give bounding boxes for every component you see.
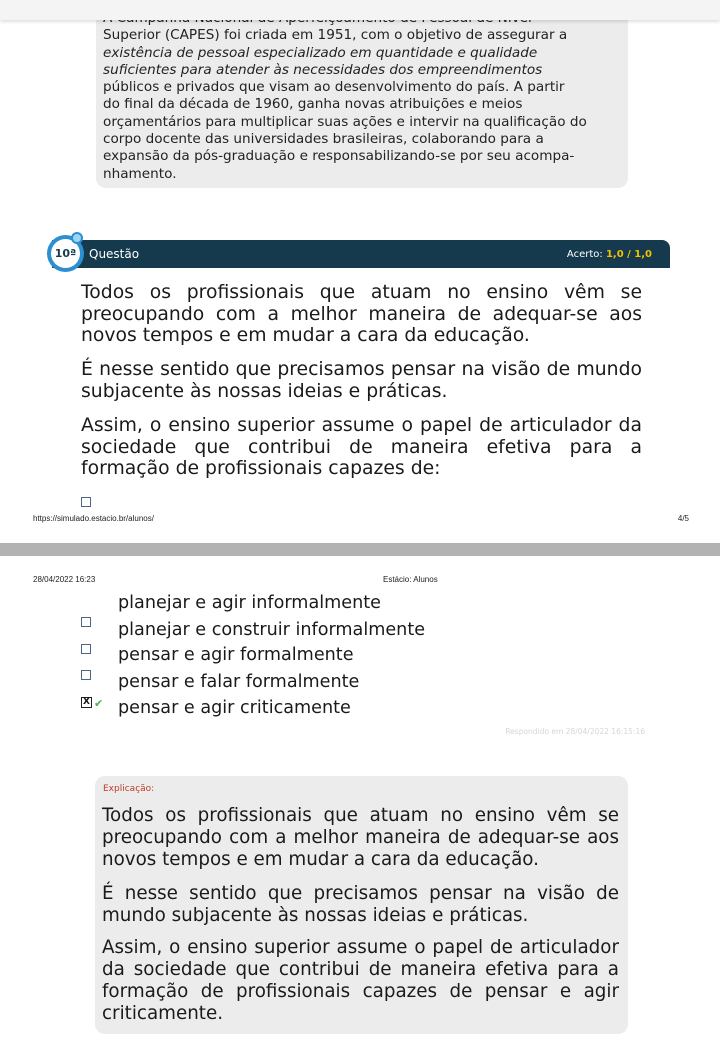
option-2-checkbox[interactable] [81,617,91,627]
question-number: 10ª [51,239,80,268]
option-1-checkbox[interactable] [81,497,91,507]
score-display [567,249,652,260]
previous-explanation-line: Superior (CAPES) foi criada em 1951, com o objetivo de assegurar a [103,27,568,44]
previous-explanation-line: públicos e privados que visam ao desenvolvimento do país. A partir [103,79,565,96]
previous-explanation-line: nhamento. [103,165,177,182]
explanation-paragraph: Assim, o ensino superior assume o papel de articulador da sociedade que contribui de maneira efetiva para a formação de profissionais capazes de pensar e agir criticamente. [102,937,619,1024]
previous-explanation-line: orçamentários para multiplicar suas ações e intervir na qualificação do [103,113,587,130]
question-paragraph: Assim, o ensino superior assume o papel de articulador da sociedade que contribui de maneira efetiva para a formação de profissionais capazes de: [81,415,642,480]
previous-explanation-line: existência de pessoal especializado em quantidade e qualidade [103,44,538,61]
option-5-label[interactable]: pensar e agir criticamente [118,698,351,718]
option-1-label[interactable]: planejar e agir informalmente [118,593,381,613]
option-4-checkbox[interactable] [81,670,91,680]
option-2-label[interactable]: planejar e construir informalmente [118,620,426,640]
previous-explanation-line: expansão da pós-graduação e responsabilizando-se por seu acompa- [103,148,575,165]
explanation-paragraph: É nesse sentido que precisamos pensar na visão de mundo subjacente às nossas ideias e práticas. [102,883,619,926]
explanation-paragraph: Todos os profissionais que atuam no ensino vêm se preocupando com a melhor maneira de adequar-se aos novos tempos e em mudar a cara da educação. [102,805,619,870]
option-3-checkbox[interactable] [81,644,91,654]
answered-timestamp: Respondido em 28/04/2022 16:15:16 [505,727,645,736]
previous-explanation-line: do final da década de 1960, ganha novas atribuições e meios [103,96,523,113]
explanation-label: Explicação: [103,784,155,794]
browser-top-bar [0,0,720,20]
score-value: 1,0 / 1,0 [605,249,652,260]
previous-explanation-line: corpo docente das universidades brasileiras, colaborando para a [103,131,544,148]
question-paragraph: É nesse sentido que precisamos pensar na visão de mundo subjacente às nossas ideias e práticas. [81,359,642,402]
question-paragraph: Todos os profissionais que atuam no ensino vêm se preocupando com a melhor maneira de adequar-se aos novos tempos e em mudar a cara da educação. [81,282,642,347]
print-header-site: Estácio: Alunos [383,575,438,584]
score-label: Acerto: [566,249,603,260]
previous-explanation-box [96,0,628,188]
option-5-checkbox-checked[interactable]: X [81,697,92,708]
question-title: Questão [89,247,140,261]
print-header-datetime: 28/04/2022 16:23 [33,575,96,584]
print-footer-page: 4/5 [677,514,689,523]
correct-check-icon: ✔ [94,697,104,710]
print-footer-url: https://simulado.estacio.br/alunos/ [33,514,154,523]
badge-dot-icon [71,232,83,244]
page-separator [0,543,720,556]
previous-explanation-line: suficientes para atender às necessidades dos empreendimentos [103,61,543,78]
option-3-label[interactable]: pensar e agir formalmente [118,645,354,665]
option-4-label[interactable]: pensar e falar formalmente [118,672,360,692]
